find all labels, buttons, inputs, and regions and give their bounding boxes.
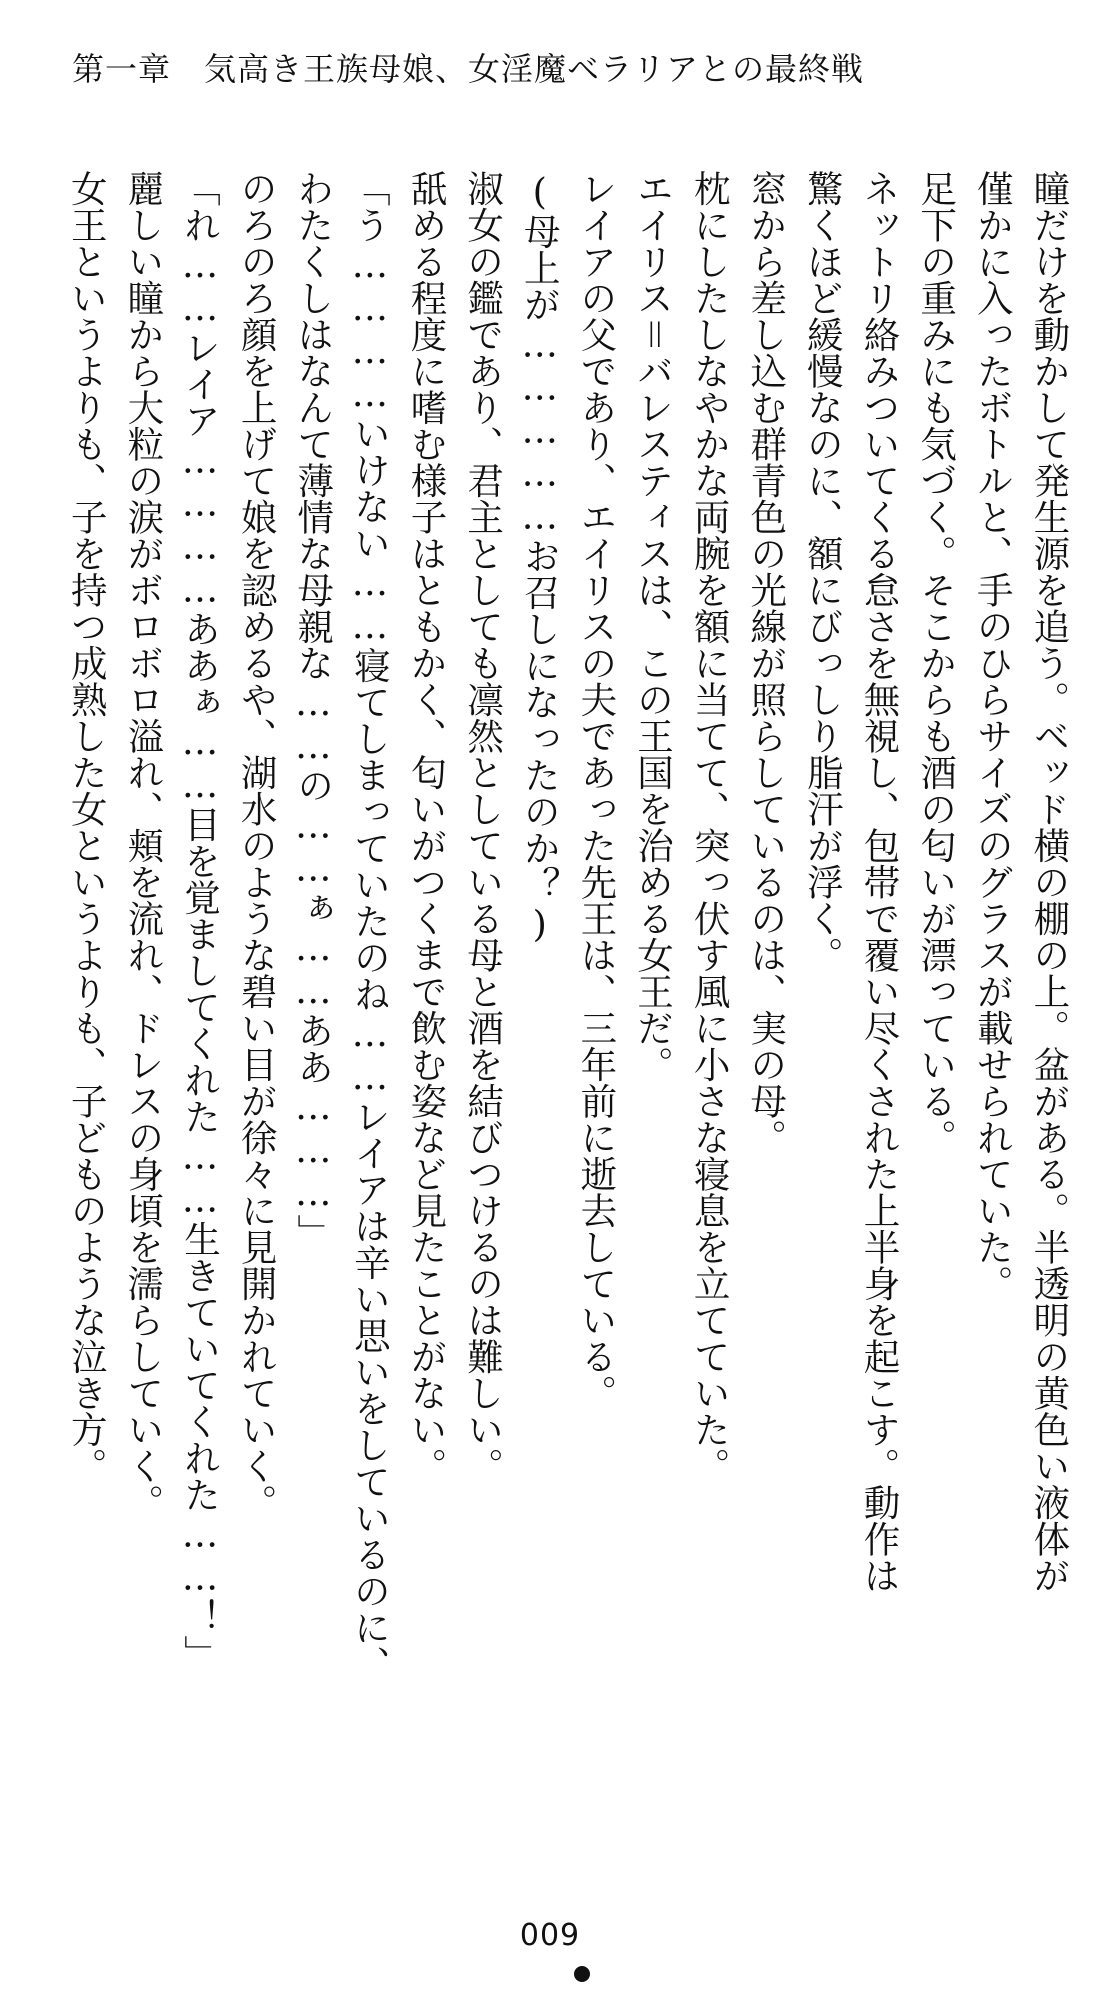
text-line: 窓から差し込む群青色の光線が照らしているのは、実の母。 <box>744 170 788 1156</box>
text-line: 足下の重みにも気づく。そこからも酒の匂いが漂っている。 <box>914 170 958 1156</box>
text-line: のろのろ顔を上げて娘を認めるや、湖水のような碧い目が徐々に見開かれていく。 <box>235 170 279 1521</box>
chapter-title: 第一章 気高き王族母娘、女淫魔ベラリアとの最終戦 <box>72 50 865 88</box>
text-line: 女王というよりも、子を持つ成熟した女というよりも、子どものような泣き方。 <box>65 170 109 1484</box>
text-line: 枕にしたしなやかな両腕を額に当てて、突っ伏す風に小さな寝息を立てていた。 <box>688 170 732 1484</box>
text-line: 「う…………いけない……寝てしまっていたのね……レイアは辛い思いをしているのに、 <box>348 170 392 1682</box>
text-line: レイアの父であり、エイリスの夫であった先王は、三年前に逝去している。 <box>574 170 618 1411</box>
text-line: わたくしはなんて薄情な母親な……の……ぁ……ああ………」 <box>291 170 335 1251</box>
body-text <box>65 170 1071 1690</box>
text-line: 麗しい瞳から大粒の涙がボロボロ溢れ、頬を流れ、ドレスの身頃を濡らしていく。 <box>121 170 165 1521</box>
text-line: 僅かに入ったボトルと、手のひらサイズのグラスが載せられていた。 <box>971 170 1015 1302</box>
text-line: (母上が……………お召しになったのか？) <box>518 170 562 946</box>
text-line: 「れ……レイア…………ああぁ……目を覚ましてくれた……生きていてくれた……！」 <box>178 170 222 1672</box>
text-line: 驚くほど緩慢なのに、額にびっしり脂汗が浮く。 <box>801 170 845 973</box>
text-line: 瞳だけを動かして発生源を追う。ベッド横の棚の上。盆がある。半透明の黄色い液体が <box>1027 170 1071 1594</box>
text-line: 淑女の鑑であり、君主としても凛然としている母と酒を結びつけるのは難しい。 <box>461 170 505 1484</box>
page-number: 009 <box>519 1918 581 1953</box>
text-line: 舐める程度に嗜む様子はともかく、匂いがつくまで飲む姿など見たことがない。 <box>404 170 448 1484</box>
page-marker-dot <box>574 1966 590 1982</box>
text-line: エイリス＝バレスティスは、この王国を治める女王だ。 <box>631 170 675 1083</box>
text-line: ネットリ絡みついてくる怠さを無視し、包帯で覆い尽くされた上半身を起こす。動作は <box>857 170 901 1594</box>
